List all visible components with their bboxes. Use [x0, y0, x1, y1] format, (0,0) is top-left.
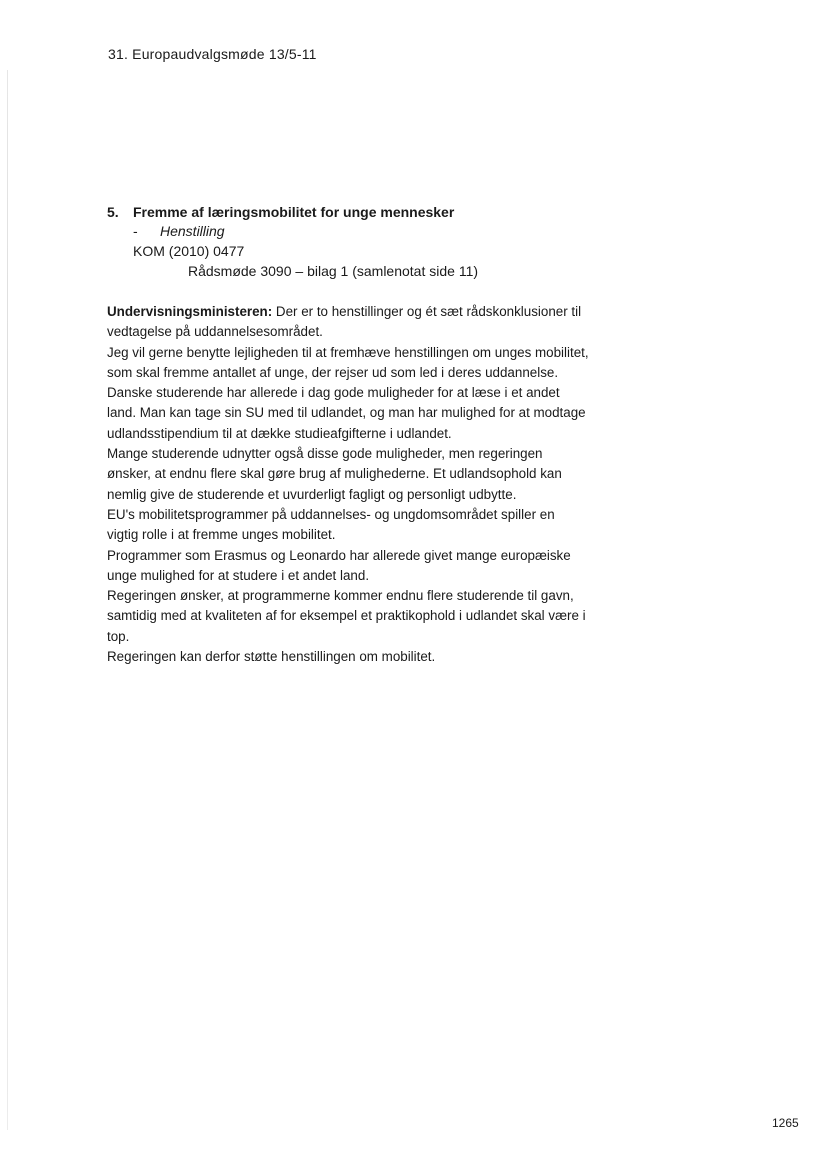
- statement-paragraph: Regeringen kan derfor støtte henstillingen om mobilitet.: [107, 649, 436, 665]
- council-reference: Rådsmøde 3090 – bilag 1 (samlenotat side 11): [188, 263, 479, 279]
- statement-paragraph: Jeg vil gerne benytte lejligheden til at fremhæve henstillingen om unges mobilitet, som skal fremme antallet af unge, der rejser ud som led i deres uddannelse.: [107, 344, 589, 380]
- page-number: 1265: [772, 1116, 799, 1130]
- document-type-dash: -: [133, 223, 138, 239]
- statement-paragraph: Danske studerende har allerede i dag gode muligheder for at læse i et andet land. Man kan tage sin SU med til udlandet, og man har mulighed for at modtage udlandsstipendium til at dække studieafgifterne i udlandet.: [107, 385, 586, 441]
- scan-edge-line: [7, 70, 8, 1130]
- statement-paragraph: [107, 302, 589, 343]
- statement-paragraph: Mange studerende udnytter også disse gode muligheder, men regeringen ønsker, at endnu flere skal gøre brug af mulighederne. Et udlandsophold kan nemlig give de studerende et uvurderligt fagligt og personligt udbytte.: [107, 446, 562, 502]
- agenda-item-number: 5.: [107, 204, 119, 220]
- minister-statement: [107, 302, 589, 667]
- agenda-item-title-text: Fremme af læringsmobilitet for unge mennesker: [133, 204, 455, 220]
- kom-reference: KOM (2010) 0477: [133, 243, 245, 259]
- meeting-header: 31. Europaudvalgsmøde 13/5-11: [108, 46, 317, 62]
- statement-paragraph: Regeringen ønsker, at programmerne kommer endnu flere studerende til gavn, samtidig med at kvaliteten af for eksempel et praktikophold i udlandet skal være i top.: [107, 588, 586, 644]
- agenda-item: [107, 203, 607, 281]
- statement-paragraph: Programmer som Erasmus og Leonardo har allerede givet mange europæiske unge mulighed for at studere i et andet land.: [107, 547, 571, 583]
- statement-paragraph: EU's mobilitetsprogrammer på uddannelses- og ungdomsområdet spiller en vigtig rolle i at fremme unges mobilitet.: [107, 506, 555, 543]
- agenda-item-title: [107, 203, 607, 221]
- statement-text: Der er to henstillinger og ét sæt rådskonklusioner til vedtagelse på uddannelsesområdet.: [107, 304, 582, 340]
- document-type-text: Henstilling: [160, 223, 225, 239]
- document-type: [107, 221, 607, 241]
- speaker-label: Undervisningsministeren:: [107, 304, 273, 319]
